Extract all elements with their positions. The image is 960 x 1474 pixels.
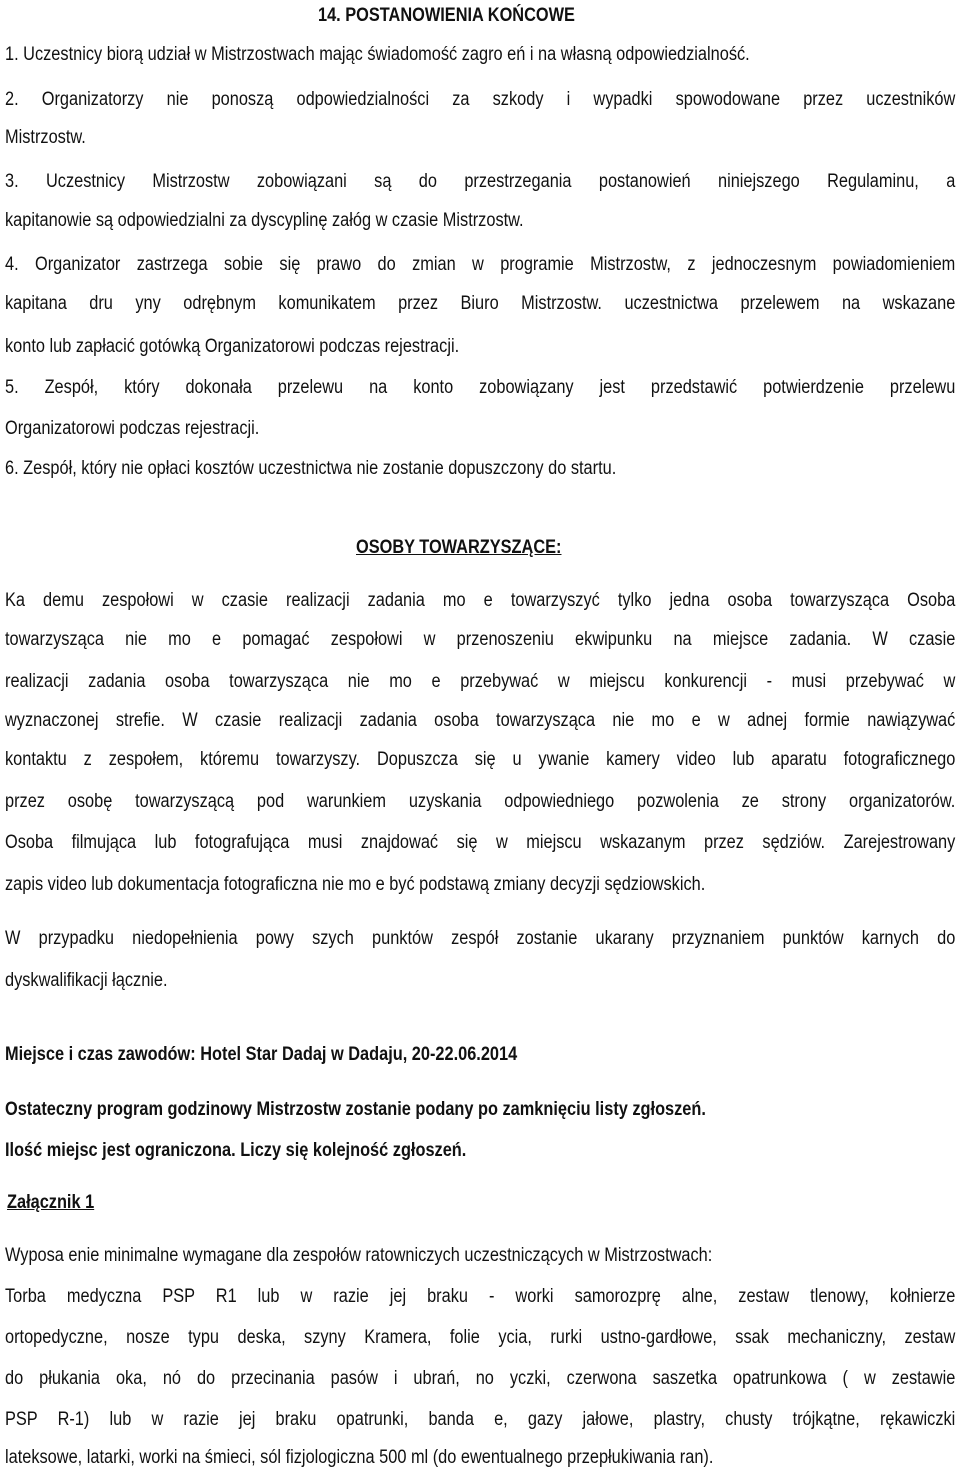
- paragraph-line: przez osobę towarzyszącą pod warunkiem uzyskania odpowiedniego pozwolenia ze strony organizatorów.: [5, 791, 956, 812]
- paragraph-line: Ka demu zespołowi w czasie realizacji zadania mo e towarzyszyć tylko jedna osoba towarzysząca Osoba: [5, 590, 956, 611]
- annex-line: PSP R-1) lub w razie jej braku opatrunki, banda e, gazy jałowe, plastry, chusty trójkątne, rękawiczki: [5, 1409, 956, 1430]
- list-item-4-cont: kapitana dru yny odrębnym komunikatem przez Biuro Mistrzostw. uczestnictwa przelewem na wskazane: [5, 293, 956, 314]
- paragraph-line: zapis video lub dokumentacja fotograficzna nie mo e być podstawą zmiany decyzji sędziowskich.: [5, 874, 706, 895]
- annex-title: Załącznik 1: [7, 1192, 95, 1213]
- list-item-2-cont: Mistrzostw.: [5, 127, 86, 148]
- annex-line: lateksowe, latarki, worki na śmieci, sól fizjologiczna 500 ml (do ewentualnego przepłukiwania ran).: [5, 1447, 714, 1468]
- list-item-3: 3. Uczestnicy Mistrzostw zobowiązani są do przestrzegania postanowień niniejszego Regulaminu, a: [5, 171, 956, 192]
- places-line: Ilość miejsc jest ograniczona. Liczy się kolejność zgłoszeń.: [5, 1140, 467, 1161]
- penalty-line: W przypadku niedopełnienia powy szych punktów zespół zostanie ukarany przyznaniem punktów karnych do: [5, 928, 956, 949]
- list-item-2: 2. Organizatorzy nie ponoszą odpowiedzialności za szkody i wypadki spowodowane przez uczestników: [5, 89, 956, 110]
- penalty-line-cont: dyskwalifikacji łącznie.: [5, 970, 168, 991]
- osoby-heading: OSOBY TOWARZYSZĄCE:: [356, 537, 562, 558]
- annex-intro: Wyposa enie minimalne wymagane dla zespołów ratowniczych uczestniczących w Mistrzostwach:: [5, 1245, 713, 1266]
- list-item-1: 1. Uczestnicy biorą udział w Mistrzostwach mając świadomość zagro eń i na własną odpowiedzialność.: [5, 44, 750, 65]
- list-item-4-cont-2: konto lub zapłacić gotówką Organizatorowi podczas rejestracji.: [5, 336, 460, 357]
- list-item-5: 5. Zespół, który dokonała przelewu na konto zobowiązany jest przedstawić potwierdzenie przelewu: [5, 377, 956, 398]
- annex-line: ortopedyczne, nosze typu deska, szyny Kramera, folie ycia, rurki ustno-gardłowe, ssak mechaniczny, zestaw: [5, 1327, 956, 1348]
- paragraph-line: kontaktu z zespołem, któremu towarzyszy. Dopuszcza się u ywanie kamery video lub aparatu fotograficznego: [5, 749, 956, 770]
- section-heading: 14. POSTANOWIENIA KOŃCOWE: [318, 5, 575, 26]
- annex-line: Torba medyczna PSP R1 lub w razie jej braku - worki samorozprę alne, zestaw tlenowy, kołnierze: [5, 1286, 956, 1307]
- list-item-5-cont: Organizatorowi podczas rejestracji.: [5, 418, 260, 439]
- annex-line: do płukania oka, nó do przecinania pasów i ubrań, no yczki, czerwona saszetka opatrunkowa ( w zestawie: [5, 1368, 956, 1389]
- paragraph-line: towarzysząca nie mo e pomagać zespołowi w przenoszeniu ekwipunku na miejsce zadania. W czasie: [5, 629, 956, 650]
- program-line: Ostateczny program godzinowy Mistrzostw zostanie podany po zamknięciu listy zgłoszeń.: [5, 1099, 706, 1120]
- venue-line: Miejsce i czas zawodów: Hotel Star Dadaj w Dadaju, 20-22.06.2014: [5, 1044, 518, 1065]
- paragraph-line: realizacji zadania osoba towarzysząca nie mo e przebywać w miejscu konkurencji - musi przebywać w: [5, 671, 956, 692]
- paragraph-line: Osoba filmująca lub fotografująca musi znajdować się w miejscu wskazanym przez sędziów. Zarejestrowany: [5, 832, 956, 853]
- list-item-6: 6. Zespół, który nie opłaci kosztów uczestnictwa nie zostanie dopuszczony do startu.: [5, 458, 617, 479]
- list-item-3-cont: kapitanowie są odpowiedzialni za dyscyplinę załóg w czasie Mistrzostw.: [5, 210, 524, 231]
- paragraph-line: wyznaczonej strefie. W czasie realizacji zadania osoba towarzysząca nie mo e w adnej formie nawiązywać: [5, 710, 956, 731]
- list-item-4: 4. Organizator zastrzega sobie się prawo do zmian w programie Mistrzostw, z jednoczesnym powiadomieniem: [5, 254, 956, 275]
